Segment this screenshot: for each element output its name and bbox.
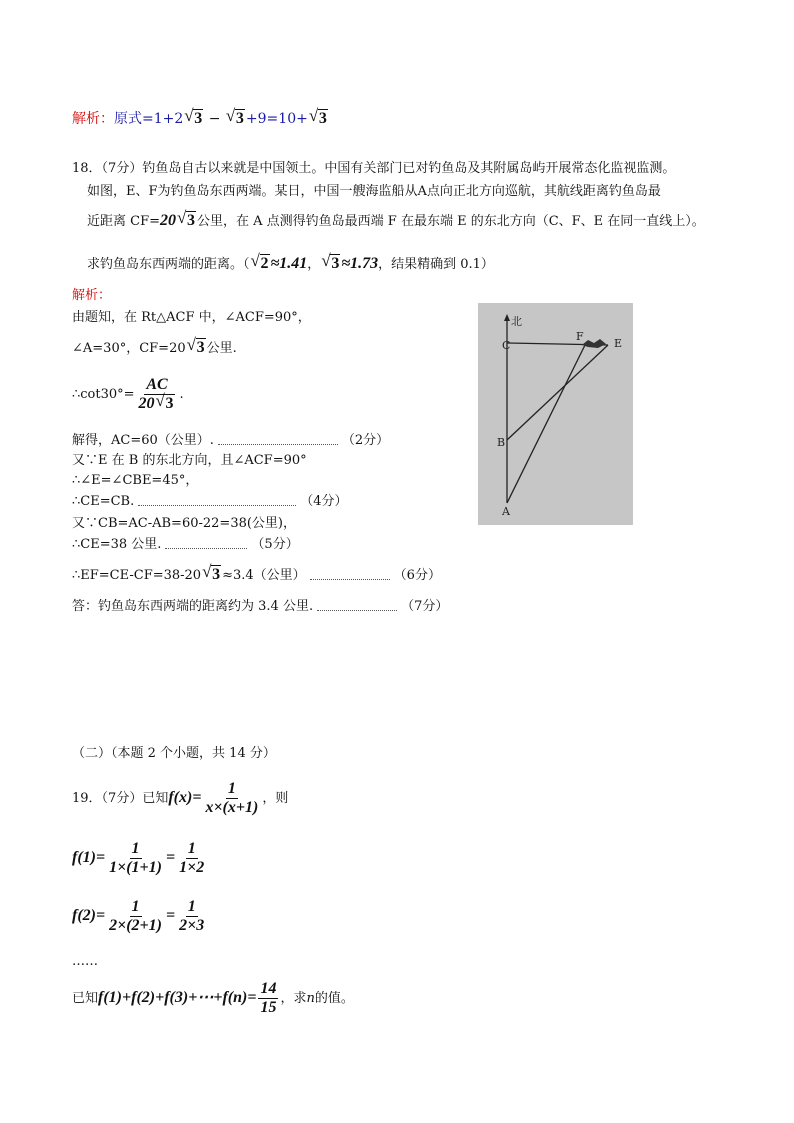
solution-step-1: 由题知，在 Rt△ACF 中，∠ACF=90°， <box>72 310 311 325</box>
label-north: 北 <box>511 315 522 328</box>
arrow-north-head <box>504 314 510 321</box>
solution-step-2: ∠A=30°，CF=20 √ 3 公里. <box>72 335 237 356</box>
q19-question: 已知f(1)+f(2)+f(3)+⋯+f(n)= $\frac{14}{15}$ ，求n的值。 <box>72 980 354 1016</box>
sqrt-3: √ 3 <box>225 106 244 127</box>
figure-diagram <box>478 303 633 525</box>
label-A: A <box>502 505 510 518</box>
solution-step-8: 又∵CB=AC-AB=60-22=38(公里)， <box>72 516 297 531</box>
q19-intro: 19．（7分）已知f(x)= $\frac{1}{x\times(x+1)}$ ，则 <box>72 780 289 816</box>
line-BE <box>507 345 608 440</box>
label-B: B <box>497 436 506 449</box>
q18-line-4: 求钓鱼岛东西两端的距离。（ √ 2 ≈1.41， √ 3 ≈1.73，结果精确到 0.1） <box>87 251 494 272</box>
q19-example-1: f(1)= $\frac{1}{1\times(1+1)}$ = $\frac{1}{1\times 2}$ <box>72 840 205 876</box>
solution-step-10: ∴EF=CE-CF=38-20 √ 3 ≈3.4（公里） （6分） <box>72 562 441 583</box>
analysis-18-label: 解析： <box>72 288 112 303</box>
q18-line-1: 18．（7分）钓鱼岛自古以来就是中国领土。中国有关部门已对钓鱼岛及其附属岛屿开展常态化监视监测。 <box>72 161 676 176</box>
label-C: C <box>502 339 511 352</box>
solution-step-6: ∴∠E=∠CBE=45°， <box>72 473 199 488</box>
q19-ellipsis: …… <box>72 954 98 969</box>
label-E: E <box>614 337 623 350</box>
geometry-figure <box>478 303 633 525</box>
solution-step-5: 又∵E 在 B 的东北方向，且∠ACF=90° <box>72 453 307 468</box>
sqrt-3: √ 3 <box>184 106 203 127</box>
line-AF <box>507 343 586 503</box>
analysis-17-line: 解析：原式=1+2 √ 3 − √ 3 +9=10+ √ 3 <box>72 106 327 127</box>
island-shape <box>582 339 606 348</box>
analysis-17-text: 原式=1+2 <box>114 111 184 127</box>
solution-step-3: ∴cot30°= AC 20 √ 3 . <box>72 376 184 412</box>
section-2-heading: （二）（本题 2 个小题，共 14 分） <box>72 746 276 761</box>
solution-step-9: ∴CE=38 公里. （5分） <box>72 537 299 552</box>
q18-line-3: 近距离 CF=20 √ 3 公里，在 A 点测得钓鱼岛最西端 F 在最东端 E 的东北方向（C、F、E 在同一直线上）。 <box>87 208 705 229</box>
q18-line-2: 如图，E、F为钓鱼岛东西两端。某日，中国一艘海监船从A点向正北方向巡航，其航线距离钓鱼岛最 <box>87 184 661 199</box>
q19-example-2: f(2)= $\frac{1}{2\times(2+1)}$ = $\frac{1}{2\times 3}$ <box>72 898 205 934</box>
analysis-label: 解析： <box>72 111 114 127</box>
sqrt-3: √ 3 <box>308 106 327 127</box>
solution-step-7: ∴CE=CB. （4分） <box>72 494 348 509</box>
solution-step-4: 解得，AC=60（公里）. （2分） <box>72 433 390 448</box>
solution-answer: 答：钓鱼岛东西两端的距离约为 3.4 公里. （7分） <box>72 599 449 614</box>
label-F: F <box>576 330 584 343</box>
